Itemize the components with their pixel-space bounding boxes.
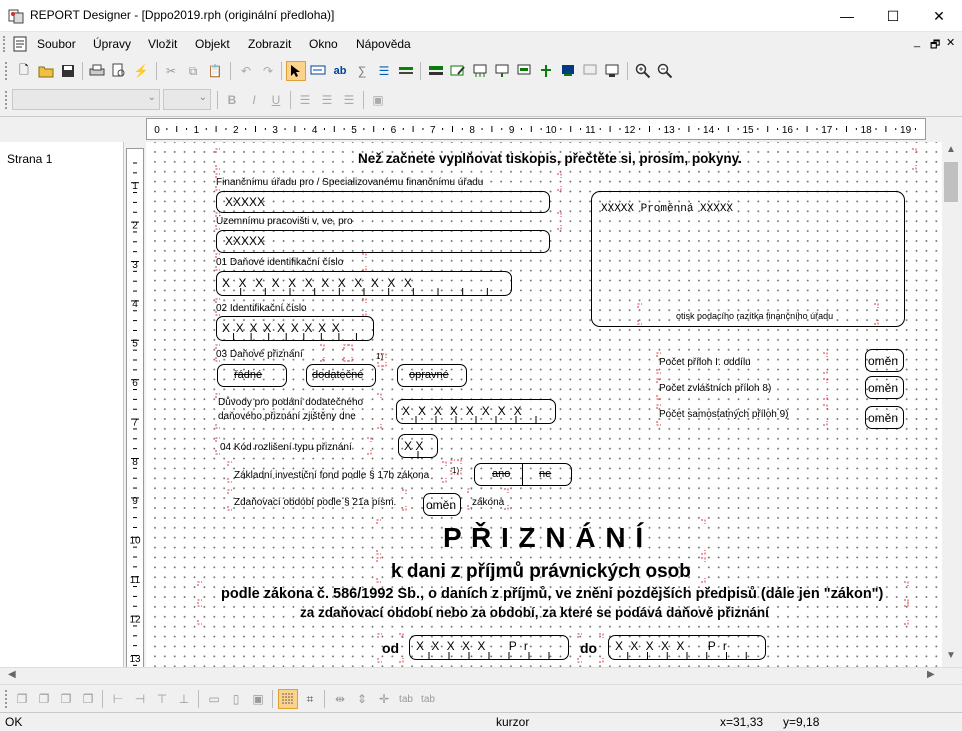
ruler-tick-label: 14 [703, 125, 715, 136]
scroll-down-icon[interactable]: ▼ [946, 650, 956, 661]
pages-panel [0, 142, 124, 667]
zif-ano[interactable]: ano [492, 468, 511, 480]
zo-label[interactable]: Zdaňovací období podle § 21a písm. [234, 497, 397, 508]
ruler-tick-label: 11 [129, 575, 141, 586]
scroll-right-icon[interactable]: ▶ [927, 669, 935, 680]
app-icon [8, 8, 24, 24]
line-object-icon[interactable] [396, 61, 416, 81]
close-button[interactable]: ✕ [933, 7, 945, 24]
form-title[interactable]: P Ř I Z N Á N Í [443, 522, 645, 553]
status-text: OK [5, 715, 23, 729]
backward-icon[interactable]: ❐ [82, 692, 94, 706]
ruler-tick-label: 8 [469, 125, 475, 136]
align-tops-icon[interactable]: ⊤ [156, 692, 168, 706]
properties-icon[interactable]: ▣ [372, 93, 384, 107]
ruler-tick-label: 15 [742, 125, 754, 136]
vertical-scrollbar[interactable] [942, 142, 960, 667]
maximize-button[interactable]: ☐ [886, 7, 900, 24]
ruler-tick-label: 7 [132, 417, 138, 429]
text-object-icon[interactable]: ab [333, 65, 347, 77]
radne-label[interactable]: řádné [234, 369, 263, 381]
up-value[interactable]: XXXXX [225, 234, 266, 248]
subreport-icon[interactable] [602, 61, 622, 81]
italic-icon[interactable]: I [252, 93, 256, 107]
ico-value[interactable]: X X X X X X X X X [222, 321, 342, 335]
center-icon[interactable]: ✛ [378, 692, 390, 706]
snap-icon[interactable]: ⌗ [306, 691, 314, 706]
do-label[interactable]: do [580, 640, 598, 656]
ruler-tick-label: 10 [129, 535, 141, 547]
ruler-tick-label: 5 [351, 125, 357, 136]
title-bar [0, 0, 962, 32]
align-bottoms-icon[interactable]: ⊥ [178, 692, 190, 706]
print-preview-icon[interactable] [109, 61, 129, 81]
band-edit-icon[interactable] [448, 61, 468, 81]
vertical-ruler[interactable] [126, 148, 144, 668]
group-band-icon[interactable] [536, 61, 556, 81]
ruler-tick-label: 11 [585, 125, 596, 136]
prilohy1-label[interactable]: Počet příloh I. oddílu [659, 357, 751, 368]
ruler-tick-label: 0 [154, 125, 160, 136]
menu-upravy[interactable]: Úpravy [93, 37, 132, 51]
font-name-combo[interactable] [12, 89, 160, 110]
ruler-tick-label: 8 [132, 456, 138, 468]
ruler-tick-label: 18 [860, 125, 872, 136]
menu-napoveda[interactable]: Nápověda [356, 37, 411, 51]
standard-toolbar [0, 57, 962, 85]
window-title: REPORT Designer - [Dppo2019.rph (originální předloha)] [30, 8, 335, 22]
paste-icon[interactable]: 📋 [207, 64, 223, 78]
open-folder-icon[interactable] [36, 61, 56, 81]
print-icon[interactable] [87, 61, 107, 81]
insert-field-icon[interactable] [308, 61, 328, 81]
ruler-tick-label: 13 [129, 653, 141, 665]
zif-superscript: 1) [452, 466, 460, 475]
prilohy3-label[interactable]: Počet samostatných příloh 9) [659, 409, 789, 420]
menu-bar [0, 32, 962, 56]
od-value[interactable]: X X X X X P r [416, 639, 530, 653]
align-right-icon[interactable]: ☰ [343, 93, 355, 107]
ruler-tick-label: 4 [311, 125, 318, 136]
od-label[interactable]: od [382, 640, 400, 656]
stamp-label[interactable]: otisk podacího razítka finančního úřadu [676, 311, 834, 321]
prilohy2-value[interactable]: oměn [868, 381, 899, 395]
status-bar [0, 712, 962, 731]
forward-icon[interactable]: ❐ [60, 692, 72, 706]
period-line[interactable]: za zdaňovací období nebo za období, za které se podává daňové přiznání [300, 605, 769, 620]
lightning-icon[interactable]: ⚡ [133, 64, 149, 78]
font-size-combo[interactable] [163, 89, 211, 110]
stamp-variable[interactable]: XXXXX Proměnná XXXXX [601, 203, 734, 215]
same-size-icon[interactable]: ▣ [252, 692, 264, 706]
new-document-icon[interactable]: 🗋 [19, 62, 29, 77]
kod-value[interactable]: X X [404, 439, 424, 453]
status-coords-x: x=31,33 [720, 715, 764, 729]
page-band-icon[interactable] [580, 61, 600, 81]
ruler-tick-label: 19 [900, 125, 912, 136]
status-mode: kurzor [496, 715, 530, 729]
ruler-tick-label: 7 [430, 125, 436, 136]
dp-superscript: 1) [376, 352, 384, 361]
select-pointer-icon[interactable] [286, 61, 306, 81]
summary-band-icon[interactable] [558, 61, 578, 81]
format-toolbar [0, 86, 398, 114]
zif-label[interactable]: Základní investiční fond podle § 17b zákona [234, 470, 430, 481]
ruler-tick-label: 4 [132, 299, 138, 311]
ruler-tick-label: 16 [781, 125, 793, 136]
report-canvas[interactable] [146, 142, 942, 667]
cut-icon[interactable]: ✂ [165, 64, 177, 78]
zoom-in-icon[interactable] [633, 61, 653, 81]
toolbar-grip [5, 62, 8, 80]
zif-ne[interactable]: ne [539, 468, 552, 480]
fu-value[interactable]: XXXXX [225, 195, 266, 209]
align-center-icon[interactable]: ☰ [321, 93, 333, 107]
scroll-left-icon[interactable]: ◀ [8, 669, 16, 680]
menu-soubor[interactable]: Soubor [37, 37, 76, 51]
up-field[interactable] [216, 230, 550, 253]
ico-label[interactable]: 02 Identifikační číslo [216, 303, 307, 314]
align-rights-icon[interactable]: ⊣ [134, 692, 146, 706]
form-subtitle[interactable]: k dani z příjmů právnických osob [391, 561, 691, 582]
scroll-thumb[interactable] [944, 162, 958, 202]
ruler-tick-label: 3 [272, 125, 278, 136]
ruler-tick-label: 12 [129, 614, 141, 626]
zo-suffix[interactable]: zákona [472, 497, 505, 508]
copy-icon[interactable]: ⧉ [188, 63, 198, 78]
detail-band-icon[interactable] [492, 61, 512, 81]
align-lefts-icon[interactable]: ⊢ [112, 692, 124, 706]
ruler-tick-label: 3 [132, 259, 138, 271]
mdi-close-button[interactable]: ✕ [946, 37, 956, 49]
footer-band-icon[interactable] [514, 61, 534, 81]
dp-label[interactable]: 03 Daňové přiznání [216, 349, 303, 360]
ruler-tick-label: 2 [132, 220, 138, 232]
alignment-toolbar [0, 684, 962, 712]
header-band-icon[interactable] [470, 61, 490, 81]
toolbar-grip [5, 690, 8, 708]
zif-divider [522, 464, 523, 485]
horizontal-ruler[interactable] [146, 118, 926, 140]
chevron-down-icon: ⌄ [198, 92, 207, 103]
ruler-tick-label: 1 [193, 125, 200, 136]
menu-objekt[interactable]: Objekt [195, 37, 230, 51]
zo-value[interactable]: oměn [426, 498, 457, 512]
same-width-icon[interactable]: ▭ [208, 692, 220, 706]
object-bounds-marker [344, 345, 352, 361]
form-heading[interactable]: Než začnete vyplňovat tiskopis, přečtěte si, prosím, pokyny. [358, 151, 742, 166]
ruler-tick-label: 6 [390, 125, 397, 136]
law-line[interactable]: podle zákona č. 586/1992 Sb., o daních z příjmů, ve znění pozdějších předpisů (dále jen "zákon") [221, 586, 884, 602]
prilohy1-value[interactable]: oměn [868, 354, 899, 368]
fu-field[interactable] [216, 191, 550, 213]
ruler-tick-label: 13 [663, 125, 675, 136]
prilohy3-value[interactable]: oměn [868, 411, 899, 425]
align-left-icon[interactable]: ☰ [299, 93, 311, 107]
ruler-tick-label: 12 [624, 125, 636, 136]
ruler-tick-label: 2 [233, 125, 239, 136]
menu-vlozit[interactable]: Vložit [148, 37, 178, 51]
tab-order-2-icon[interactable]: tab [421, 693, 435, 705]
send-back-icon[interactable]: ❐ [38, 692, 50, 706]
space-h-icon[interactable]: ⇹ [334, 692, 346, 706]
menu-zobrazit[interactable]: Zobrazit [248, 37, 292, 51]
list-icon[interactable]: ☰ [378, 64, 390, 78]
bring-front-icon[interactable]: ❐ [16, 692, 28, 706]
space-v-icon[interactable]: ⇕ [356, 692, 368, 706]
grid-icon[interactable] [278, 689, 298, 709]
duvody-value[interactable]: X X X X X X X X [402, 404, 524, 418]
toolbar-grip [5, 91, 8, 109]
ruler-tick-label: 1 [132, 181, 138, 192]
do-value[interactable]: X X X X X P r [615, 639, 729, 653]
ruler-tick-label: 9 [508, 125, 515, 136]
redo-icon[interactable]: ↷ [262, 64, 274, 78]
horizontal-scrollbar[interactable] [0, 667, 962, 684]
mdi-minimize-button[interactable]: _ [914, 36, 921, 48]
dodatecne-label[interactable]: dodatečné [312, 369, 364, 381]
band-icon[interactable] [426, 61, 446, 81]
duvody-label-2[interactable]: daňového přiznání zjištěny dne [218, 411, 356, 422]
save-icon[interactable] [58, 61, 78, 81]
mdi-restore-button[interactable]: 🗗 [930, 39, 941, 51]
chevron-down-icon: ⌄ [147, 92, 156, 103]
same-height-icon[interactable]: ▯ [232, 692, 240, 706]
menu-okno[interactable]: Okno [309, 37, 338, 51]
opravne-label[interactable]: opravné [409, 369, 449, 381]
ruler-tick-label: 5 [132, 338, 138, 350]
page-list-item[interactable]: Strana 1 [7, 152, 53, 166]
kod-label[interactable]: 04 Kód rozlišení typu přiznání [220, 442, 352, 453]
dic-label[interactable]: 01 Daňové identifikační číslo [216, 257, 344, 268]
underline-icon[interactable]: U [271, 93, 281, 107]
dic-value[interactable]: X X X X X X X X X X X X [222, 276, 415, 290]
prilohy2-label[interactable]: Počet zvláštních příloh 8) [659, 383, 772, 394]
zif-field[interactable] [474, 463, 572, 486]
status-coords-y: y=9,18 [783, 715, 820, 729]
document-icon [13, 36, 27, 52]
undo-icon[interactable]: ↶ [240, 64, 252, 78]
scroll-up-icon[interactable]: ▲ [946, 144, 956, 155]
minimize-button[interactable]: — [840, 8, 854, 24]
ruler-tick-label: 6 [132, 378, 138, 389]
ruler-tick-label: 17 [821, 125, 833, 136]
tab-order-icon[interactable]: tab [399, 693, 413, 705]
duvody-label-1[interactable]: Důvody pro podání dodatečného [218, 397, 364, 408]
ruler-tick-label: 9 [132, 496, 138, 508]
zoom-out-icon[interactable] [655, 61, 675, 81]
separator [0, 116, 962, 117]
bold-icon[interactable]: B [227, 93, 237, 107]
sum-icon[interactable]: ∑ [357, 64, 367, 78]
up-label[interactable]: Územnímu pracovišti v, ve, pro [216, 216, 353, 227]
menu-grip [3, 36, 7, 52]
ruler-tick-label: 10 [545, 125, 557, 136]
fu-label[interactable]: Finančnímu úřadu pro / Specializovanému finančnímu úřadu [216, 177, 484, 188]
